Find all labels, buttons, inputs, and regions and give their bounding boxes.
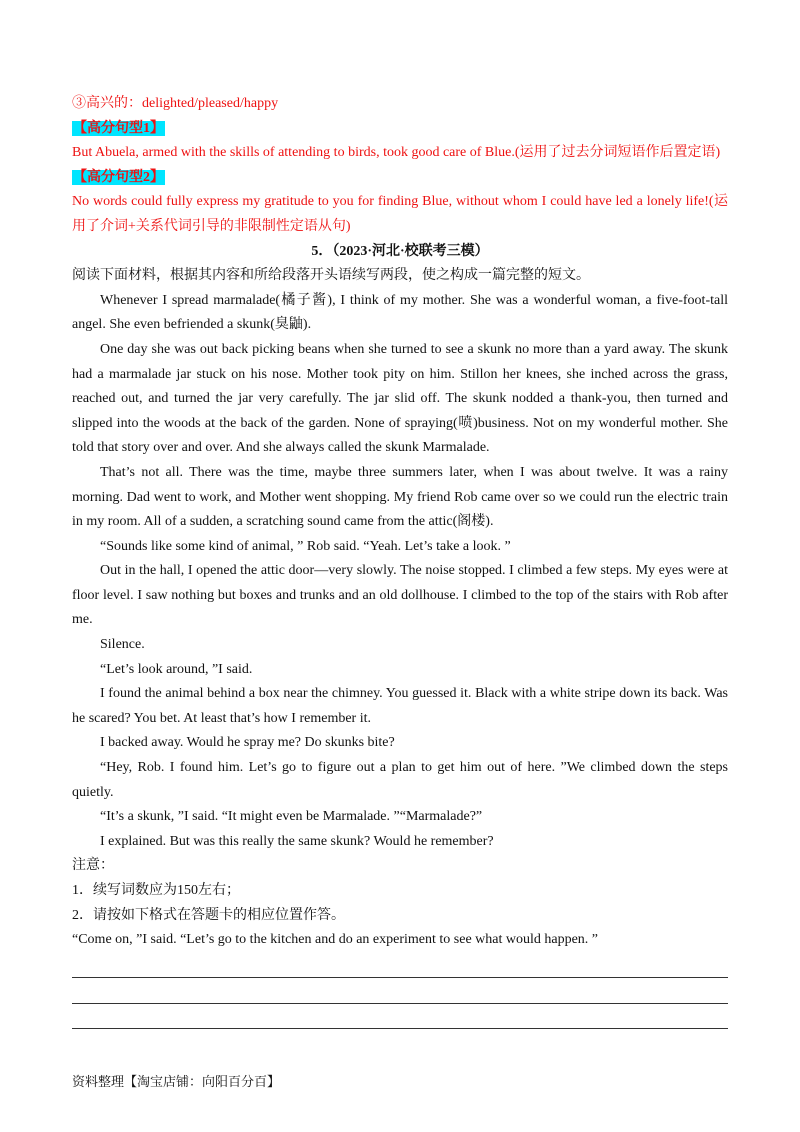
notes-heading: 注意： [72,858,114,874]
question-instruction: 阅读下面材料，根据其内容和所给段落开头语续写两段，使之构成一篇完整的短文。 [72,268,590,284]
notes-item: 2．请按如下格式在答题卡的相应位置作答。 [72,907,345,923]
passage-paragraph: I found the animal behind a box near the chimney. You guessed it. Black with a white stripe down its back. Was he scared? You bet. At least that’s how I remember it. [72,686,728,726]
document-page [72,92,728,1029]
passage-paragraph: Silence. [100,637,145,653]
passage-paragraph: Out in the hall, I opened the attic door—very slowly. The noise stopped. I climbed a few steps. My eyes were at floor level. I saw nothing but boxes and trunks and an old dollhouse. I climbed to the top of the stairs with Rob after me. [72,563,728,628]
passage-paragraph: “Let’s look around, ”I said. [100,661,253,677]
notes-item: 1．续写词数应为150左右； [72,883,240,898]
passage-paragraph: “Hey, Rob. I found him. Let’s go to figure out a plan to get him out of here. ”We climbed down the steps quietly. [72,760,728,800]
answer-line [72,953,728,979]
answer-line [72,978,728,1004]
vocab-line: ③高兴的：delighted/pleased/happy [72,96,279,111]
question-title: 5．（2023·河北·校联考三模） [311,243,489,259]
passage-paragraph: That’s not all. There was the time, maybe three summers later, when I was about twelve. It was a rainy morning. Dad went to work, and Mother went shopping. My friend Rob came over so we could run the electric train in my room. All of a sudden, a scratching sound came from the attic(阁楼). [72,464,728,530]
sentence-1: But Abuela, armed with the skills of attending to birds, took good care of Blue.(运用了过去分词短语作后置定语) [72,145,721,161]
paragraph-start: “Come on, ”I said. “Let’s go to the kitchen and do an experiment to see what would happen. ” [72,932,599,948]
sentence-2: No words could fully express my gratitude to you for finding Blue, without whom I could have led a lonely life!(运用了介词+关系代词引导的非限制性定语从句) [72,194,728,234]
passage-paragraph: “Sounds like some kind of animal, ” Rob said. “Yeah. Let’s take a look. ” [100,538,511,554]
page-footer: 资料整理【淘宝店铺：向阳百分百】 [72,1074,281,1089]
passage-paragraph: “It’s a skunk, ”I said. “It might even be Marmalade. ”“Marmalade?” [100,809,483,825]
answer-line [72,1004,728,1030]
passage-paragraph: I explained. But was this really the same skunk? Would he remember? [100,833,494,849]
passage-paragraph: I backed away. Would he spray me? Do skunks bite? [100,735,395,751]
sentence-tag-2: 【高分句型2】 [73,169,164,185]
passage-paragraph: Whenever I spread marmalade(橘子酱), I think of my mother. She was a wonderful woman, a five-foot-tall angel. She even befriended a skunk(臭鼬). [72,292,728,333]
sentence-tag-1: 【高分句型1】 [73,120,164,136]
passage-paragraph: One day she was out back picking beans when she turned to see a skunk no more than a yard away. The skunk had a marmalade jar stuck on his nose. Mother took pity on him. Stillon her knees, she inched across the grass, reached out, and turned the jar very carefully. The jar slid off. The skunk nodded a thank-you, then turned and slipped into the woods at the back of the garden. None of spraying(喷)business. Not on my wonderful mother. She told that story over and over. And she always called the skunk Marmalade. [72,341,728,456]
